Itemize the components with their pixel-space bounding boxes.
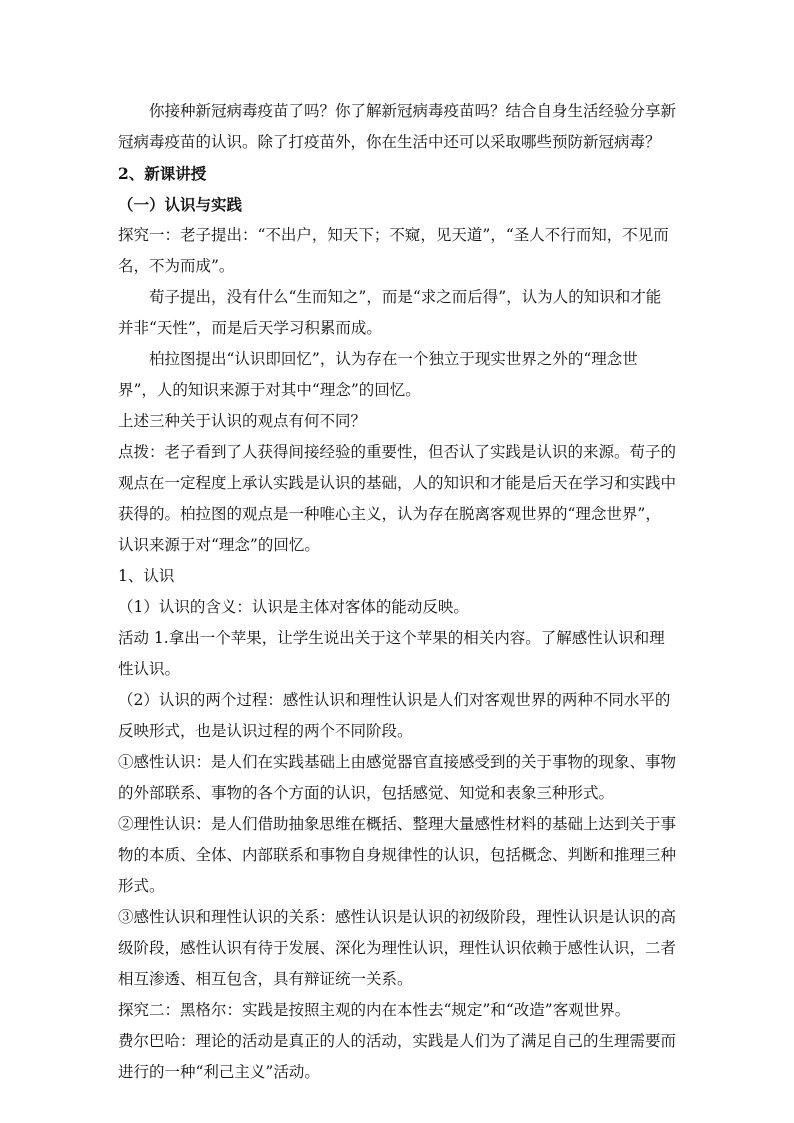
activity-one-paragraph: 活动 1.拿出一个苹果，让学生说出关于这个苹果的相关内容。了解感性认识和理性认识。 bbox=[118, 629, 665, 678]
inquiry-two-paragraph: 探究二：黑格尔：实践是按照主观的内在本性去“规定”和“改造”客观世界。 bbox=[118, 1001, 631, 1019]
xunzi-paragraph: 荀子提出，没有什么“生而知之”，而是“求之而后得”，认为人的知识和才能并非“天性”，而是后天学习积累而成。 bbox=[118, 288, 662, 337]
section-heading: 2、新课讲授 bbox=[118, 164, 207, 183]
intro-question-paragraph: 你接种新冠病毒疫苗了吗？你了解新冠病毒疫苗吗？结合自身生活经验分享新冠病毒疫苗的认识。除了打疫苗外，你在生活中还可以采取哪些预防新冠病毒？ bbox=[118, 102, 677, 151]
inquiry-one-paragraph: 探究一：老子提出：“不出户，知天下；不窥，见天道”，“圣人不行而知，不见而名，不为而成”。 bbox=[118, 226, 669, 275]
relationship-paragraph: ③感性认识和理性认识的关系：感性认识是认识的初级阶段，理性认识是认识的高级阶段，感性认识有待于发展、深化为理性认识，理性认识依赖于感性认识，二者相互渗透、相互包含，具有辩证统一关系。 bbox=[118, 908, 677, 988]
two-processes-paragraph: （2）认识的两个过程：感性认识和理性认识是人们对客观世界的两种不同水平的反映形式，也是认识过程的两个不同阶段。 bbox=[118, 691, 671, 740]
plato-paragraph: 柏拉图提出“认识即回忆”，认为存在一个独立于现实世界之外的“理念世界”，人的知识来源于对其中“理念”的回忆。 bbox=[118, 350, 638, 399]
rational-paragraph: ②理性认识：是人们借助抽象思维在概括、整理大量感性材料的基础上达到关于事物的本质、全体、内部联系和事物自身规律性的认识，包括概念、判断和推理三种形式。 bbox=[118, 815, 677, 895]
point-one-heading: 1、认识 bbox=[118, 567, 175, 585]
perceptual-paragraph: ①感性认识：是人们在实践基础上由感觉器官直接感受到的关于事物的现象、事物的外部联系、事物的各个方面的认识，包括感觉、知觉和表象三种形式。 bbox=[118, 753, 677, 802]
guidance-paragraph: 点拨：老子看到了人获得间接经验的重要性，但否认了实践是认识的来源。荀子的观点在一定程度上承认实践是认识的基础，人的知识和才能是后天在学习和实践中获得的。柏拉图的观点是一种唯心主义，认为存在脱离客观世界的“理念世界”，认识来源于对“理念”的回忆。 bbox=[118, 443, 677, 554]
feuerbach-paragraph: 费尔巴哈：理论的活动是真正的人的活动，实践是人们为了满足自己的生理需要而进行的一种“利己主义”活动。 bbox=[118, 1032, 677, 1081]
meaning-paragraph: （1）认识的含义：认识是主体对客体的能动反映。 bbox=[118, 598, 469, 616]
question-paragraph: 上述三种关于认识的观点有何不同？ bbox=[118, 412, 367, 430]
subsection-heading: （一）认识与实践 bbox=[118, 195, 243, 214]
